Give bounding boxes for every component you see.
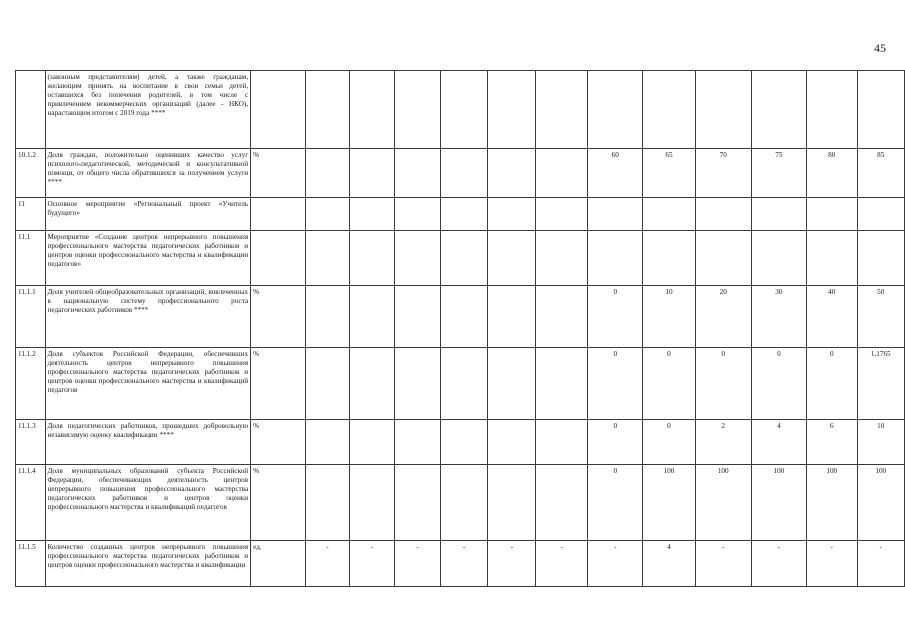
value-cell	[349, 198, 394, 231]
value-cell	[488, 149, 536, 198]
table-row	[16, 231, 905, 286]
value-cell	[488, 420, 536, 465]
unit-cell: ед.	[251, 541, 306, 587]
value-cell	[441, 198, 488, 231]
value-cell: -	[441, 541, 488, 587]
unit-cell: %	[251, 149, 306, 198]
row-number: 10.1.2	[16, 149, 46, 198]
indicator-description: Основное мероприятие «Региональный проект «Учитель будущего»	[45, 198, 251, 231]
value-cell: 100	[857, 465, 905, 541]
value-cell: -	[394, 541, 440, 587]
unit-cell: %	[251, 348, 306, 420]
value-cell	[536, 420, 588, 465]
value-cell	[441, 71, 488, 149]
value-cell: -	[306, 541, 349, 587]
value-cell	[588, 231, 643, 286]
value-cell	[306, 348, 349, 420]
value-cell: 0	[643, 420, 695, 465]
value-cell: 10	[857, 420, 905, 465]
value-cell	[394, 198, 440, 231]
row-number	[16, 71, 46, 149]
value-cell: 0	[588, 465, 643, 541]
value-cell	[588, 198, 643, 231]
value-cell: 0	[806, 348, 857, 420]
value-cell	[488, 71, 536, 149]
value-cell: 0	[643, 348, 695, 420]
row-number: 11	[16, 198, 46, 231]
value-cell	[349, 465, 394, 541]
value-cell: 75	[751, 149, 806, 198]
table-row	[16, 348, 905, 420]
value-cell	[536, 465, 588, 541]
value-cell	[806, 231, 857, 286]
value-cell	[536, 348, 588, 420]
value-cell	[306, 465, 349, 541]
value-cell	[394, 231, 440, 286]
table-row	[16, 465, 905, 541]
value-cell: 100	[751, 465, 806, 541]
value-cell	[441, 348, 488, 420]
value-cell	[588, 71, 643, 149]
value-cell: 70	[695, 149, 751, 198]
value-cell	[306, 420, 349, 465]
value-cell: 4	[643, 541, 695, 587]
row-number: 11.1.5	[16, 541, 46, 587]
value-cell	[349, 348, 394, 420]
value-cell: -	[349, 541, 394, 587]
unit-cell: %	[251, 420, 306, 465]
value-cell	[306, 286, 349, 348]
value-cell: 30	[751, 286, 806, 348]
indicator-description: Доля муниципальных образований субъекта Российской Федерации, обеспечивающих деятельность центров непрерывного повышения профессионального мастерства педагогических работников и центров оценки профессионального мастерства и квалификаций педагогов	[45, 465, 251, 541]
value-cell: 60	[588, 149, 643, 198]
value-cell	[643, 198, 695, 231]
value-cell: 20	[695, 286, 751, 348]
value-cell	[536, 71, 588, 149]
value-cell	[306, 71, 349, 149]
indicator-description: Доля субъектов Российской Федерации, обеспечивших деятельность центров непрерывного повышения профессионального мастерства педагогических работников и центров оценки профессионального мастерства и квалификаций педагогов	[45, 348, 251, 420]
value-cell	[306, 149, 349, 198]
value-cell	[536, 286, 588, 348]
value-cell	[643, 231, 695, 286]
value-cell: -	[536, 541, 588, 587]
value-cell	[349, 149, 394, 198]
row-number: 11.1.2	[16, 348, 46, 420]
value-cell	[394, 149, 440, 198]
value-cell	[394, 286, 440, 348]
table-row	[16, 149, 905, 198]
indicator-description: Доля граждан, положительно оценивших качество услуг психолого-педагогической, методической и консультативной помощи, от общего числа обратившихся за получением услуги ****	[45, 149, 251, 198]
row-number: 11.1.1	[16, 286, 46, 348]
value-cell	[857, 231, 905, 286]
page-number: 45	[874, 41, 886, 55]
value-cell: -	[857, 541, 905, 587]
value-cell: 0	[588, 420, 643, 465]
value-cell: 80	[806, 149, 857, 198]
value-cell	[349, 420, 394, 465]
table-row	[16, 286, 905, 348]
value-cell	[349, 71, 394, 149]
value-cell	[441, 149, 488, 198]
table-row	[16, 541, 905, 587]
value-cell	[488, 286, 536, 348]
value-cell: -	[695, 541, 751, 587]
table-row	[16, 420, 905, 465]
value-cell	[751, 71, 806, 149]
value-cell: -	[588, 541, 643, 587]
value-cell	[349, 231, 394, 286]
indicator-description: (законным представителям) детей, а также гражданам, желающим принять на воспитание в свои семьи детей, оставшихся без попечения родителей, в том числе с привлечением некоммерческих организаций (далее - НКО), нарастающим итогом с 2019 года ****	[45, 71, 251, 149]
value-cell	[536, 231, 588, 286]
indicator-description: Мероприятие «Создание центров непрерывного повышения профессионального мастерства педагогических работников и центров оценки профессионального мастерства и квалификации педагогов»	[45, 231, 251, 286]
value-cell	[536, 149, 588, 198]
value-cell: -	[806, 541, 857, 587]
value-cell	[394, 348, 440, 420]
value-cell: -	[488, 541, 536, 587]
unit-cell: %	[251, 465, 306, 541]
value-cell: 100	[643, 465, 695, 541]
indicator-description: Доля учителей общеобразовательных организаций, вовлеченных в национальную систему профессионального роста педагогических работников ****	[45, 286, 251, 348]
value-cell	[488, 465, 536, 541]
value-cell	[695, 231, 751, 286]
unit-cell	[251, 71, 306, 149]
value-cell	[857, 198, 905, 231]
table-row	[16, 71, 905, 149]
value-cell	[441, 286, 488, 348]
value-cell	[806, 198, 857, 231]
value-cell	[441, 420, 488, 465]
value-cell	[394, 465, 440, 541]
row-number: 11.1	[16, 231, 46, 286]
value-cell	[306, 231, 349, 286]
value-cell: 1,1765	[857, 348, 905, 420]
value-cell	[441, 465, 488, 541]
value-cell: 65	[643, 149, 695, 198]
value-cell: 50	[857, 286, 905, 348]
value-cell	[488, 198, 536, 231]
value-cell	[441, 231, 488, 286]
row-number: 11.1.3	[16, 420, 46, 465]
value-cell	[306, 198, 349, 231]
value-cell	[643, 71, 695, 149]
value-cell	[394, 71, 440, 149]
value-cell	[751, 231, 806, 286]
value-cell: 10	[643, 286, 695, 348]
indicator-description: Количество созданных центров непрерывного повышения профессионального мастерства педагогических работников и центров оценки профессионального мастерства и квалификации	[45, 541, 251, 587]
value-cell: 6	[806, 420, 857, 465]
value-cell: 4	[751, 420, 806, 465]
indicator-table	[15, 70, 905, 587]
value-cell	[751, 198, 806, 231]
unit-cell	[251, 231, 306, 286]
value-cell	[536, 198, 588, 231]
value-cell: 85	[857, 149, 905, 198]
value-cell	[695, 71, 751, 149]
value-cell: 0	[751, 348, 806, 420]
value-cell: 0	[695, 348, 751, 420]
indicator-description: Доля педагогических работников, прошедших добровольную независимую оценку квалификации ****	[45, 420, 251, 465]
value-cell: 2	[695, 420, 751, 465]
value-cell: -	[751, 541, 806, 587]
unit-cell: %	[251, 286, 306, 348]
value-cell	[806, 71, 857, 149]
table-row	[16, 198, 905, 231]
unit-cell	[251, 198, 306, 231]
value-cell: 100	[806, 465, 857, 541]
value-cell	[695, 198, 751, 231]
value-cell	[857, 71, 905, 149]
value-cell	[394, 420, 440, 465]
row-number: 11.1.4	[16, 465, 46, 541]
value-cell: 0	[588, 286, 643, 348]
value-cell	[488, 231, 536, 286]
value-cell: 100	[695, 465, 751, 541]
value-cell: 0	[588, 348, 643, 420]
value-cell: 40	[806, 286, 857, 348]
value-cell	[488, 348, 536, 420]
value-cell	[349, 286, 394, 348]
